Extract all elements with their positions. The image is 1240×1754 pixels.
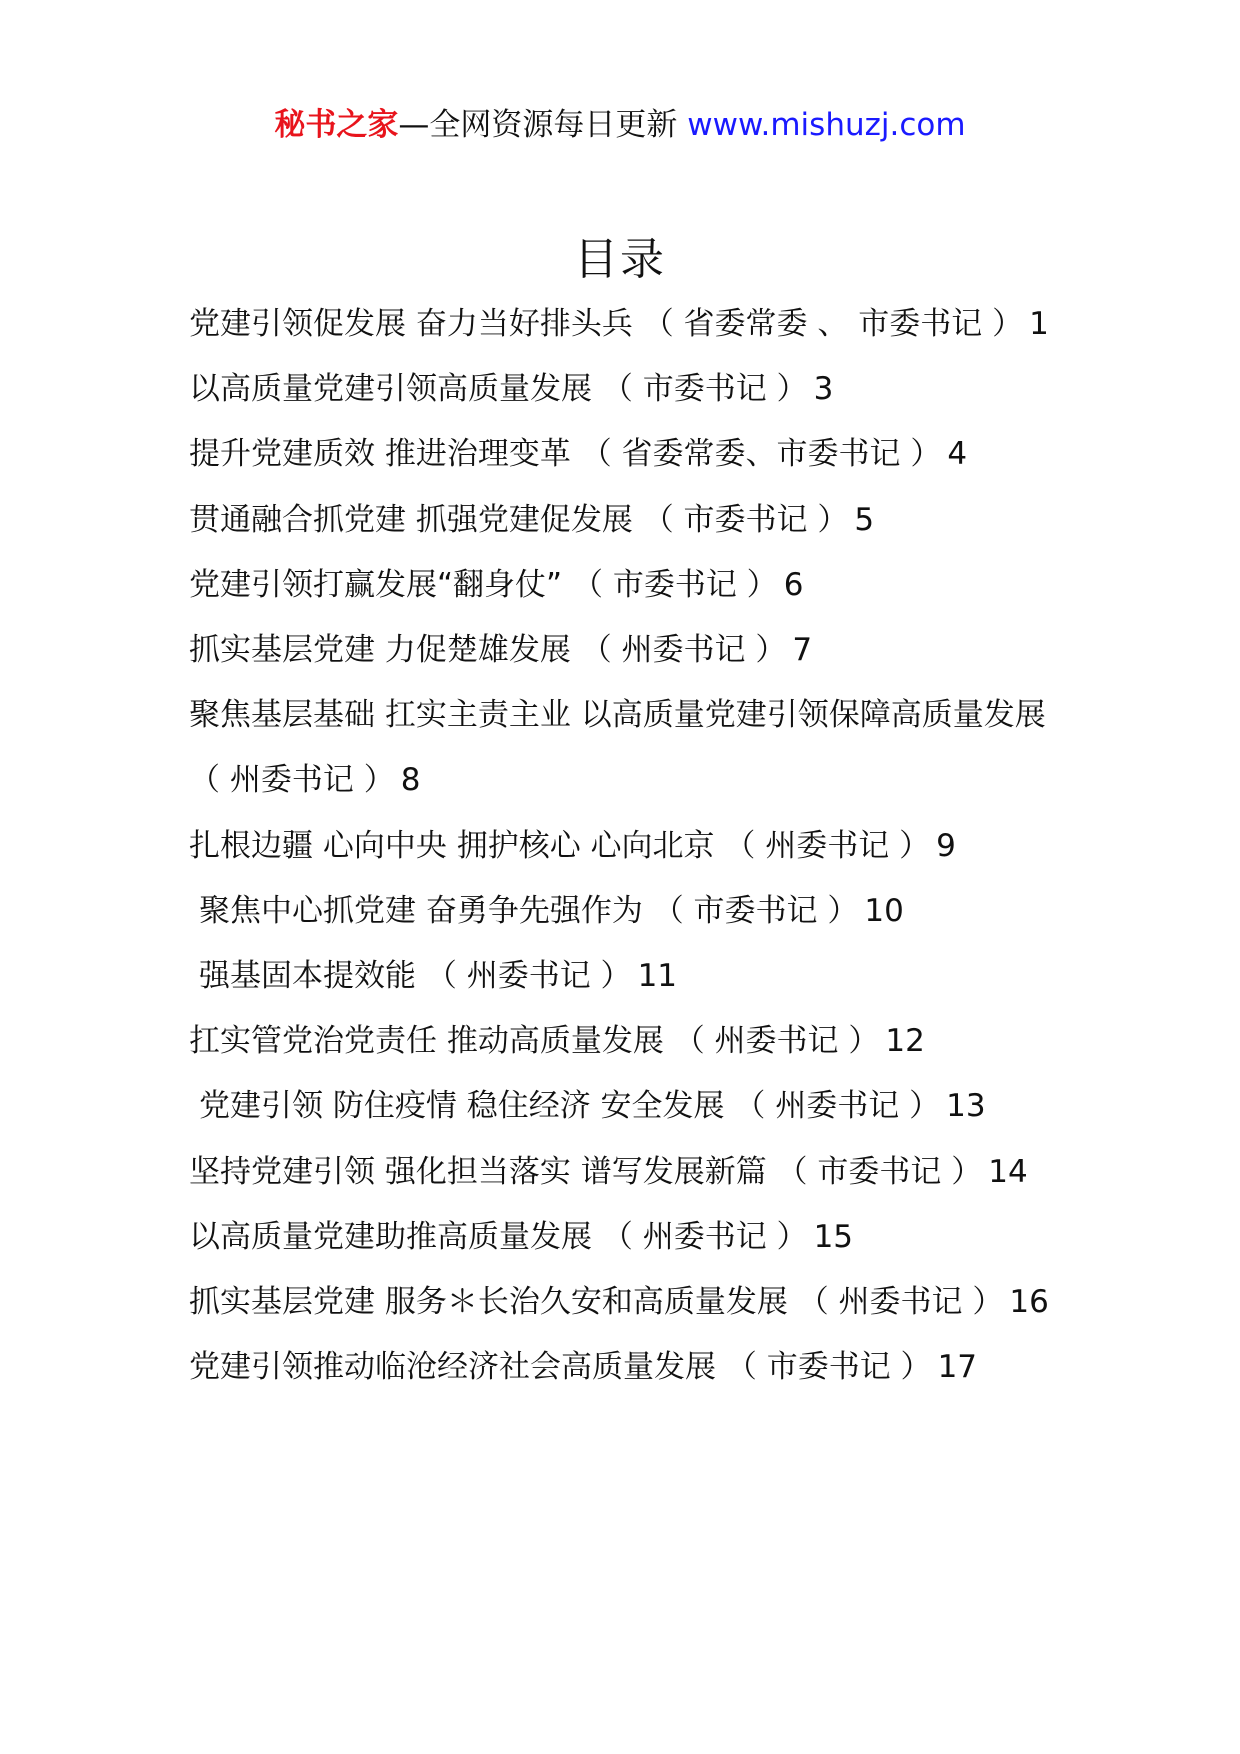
toc-entry-title: 扛实管党治党责任 推动高质量发展 （ 州委书记 ）	[189, 1023, 880, 1060]
toc-entry-title: 党建引领推动临沧经济社会高质量发展 （ 市委书记 ）	[189, 1349, 932, 1386]
toc-entry-title: 党建引领促发展 奋力当好排头兵 （ 省委常委 、 市委书记 ）	[189, 306, 1024, 342]
toc-entry-page-number: 16	[1009, 1284, 1049, 1321]
toc-entry[interactable]	[189, 879, 1069, 944]
toc-entry-page-number: 11	[637, 958, 678, 995]
header-slogan: —全网资源每日更新	[398, 107, 678, 143]
toc-entry-page-number: 12	[885, 1023, 925, 1060]
toc-entry[interactable]	[189, 1335, 1069, 1400]
toc-entry-title: 抓实基层党建 力促楚雄发展 （ 州委书记 ）	[189, 632, 787, 669]
toc-entry[interactable]	[189, 553, 1069, 618]
toc-entry-page-number: 14	[988, 1153, 1028, 1190]
toc-entry[interactable]	[189, 1074, 1069, 1139]
toc-entry-title: 抓实基层党建 服务＊长治久安和高质量发展 （ 州委书记 ）	[189, 1284, 1004, 1321]
toc-entry-page-number: 5	[854, 501, 875, 538]
toc-entry-title: 聚焦基层基础 扛实主责主业 以高质量党建引领保障高质量发展 （ 州委书记 ）	[189, 697, 1046, 799]
website-link[interactable]: www.mishuzj.com	[687, 107, 966, 143]
toc-entry[interactable]	[189, 683, 1069, 813]
toc-entry[interactable]	[189, 357, 1069, 422]
toc-entry-page-number: 10	[864, 892, 904, 929]
toc-entry-page-number: 1	[1029, 306, 1049, 342]
toc-entry-title: 以高质量党建助推高质量发展 （ 州委书记 ）	[189, 1218, 808, 1255]
toc-entry-title: 党建引领 防住疫情 稳住经济 安全发展 （ 州委书记 ）	[199, 1088, 941, 1125]
toc-entry-page-number: 9	[936, 827, 956, 864]
toc-entry-title: 以高质量党建引领高质量发展 （ 市委书记 ）	[189, 371, 808, 408]
toc-entry[interactable]	[189, 488, 1069, 553]
toc-entry[interactable]	[189, 618, 1069, 683]
toc-entry-title: 聚焦中心抓党建 奋勇争先强作为 （ 市委书记 ）	[199, 892, 859, 929]
toc-entry-page-number: 13	[946, 1088, 986, 1125]
site-header	[0, 98, 1240, 152]
toc-entry-page-number: 17	[937, 1349, 978, 1386]
toc-entry[interactable]	[189, 814, 1069, 879]
toc-entry-title: 贯通融合抓党建 抓强党建促发展 （ 市委书记 ）	[189, 501, 849, 538]
toc-entry[interactable]	[189, 1270, 1069, 1335]
toc-entry-page-number: 7	[792, 632, 813, 669]
toc-entry-page-number: 6	[783, 566, 804, 603]
toc-entry-title: 提升党建质效 推进治理变革 （ 省委常委、市委书记 ）	[189, 436, 942, 473]
toc-entry[interactable]	[189, 1140, 1069, 1205]
toc-entry[interactable]	[189, 422, 1069, 487]
toc-entry-title: 强基固本提效能 （ 州委书记 ）	[199, 958, 632, 995]
toc-entry[interactable]	[189, 292, 1069, 357]
toc-entry-page-number: 3	[813, 371, 834, 408]
page-title: 目录	[574, 234, 666, 285]
toc-entry-title: 坚持党建引领 强化担当落实 谱写发展新篇 （ 市委书记 ）	[189, 1153, 983, 1190]
brand-name: 秘书之家	[274, 107, 399, 143]
toc-entry-page-number: 15	[813, 1218, 854, 1255]
toc-entry[interactable]	[189, 944, 1069, 1009]
toc-entry-page-number: 4	[947, 436, 968, 473]
toc-entry-title: 党建引领打赢发展“翻身仗” （ 市委书记 ）	[189, 566, 778, 603]
toc-entry-page-number: 8	[400, 762, 421, 799]
toc-entry[interactable]	[189, 1205, 1069, 1270]
toc-entry[interactable]	[189, 1009, 1069, 1074]
table-of-contents	[189, 292, 1069, 1400]
toc-entry-title: 扎根边疆 心向中央 拥护核心 心向北京 （ 州委书记 ）	[189, 827, 931, 864]
